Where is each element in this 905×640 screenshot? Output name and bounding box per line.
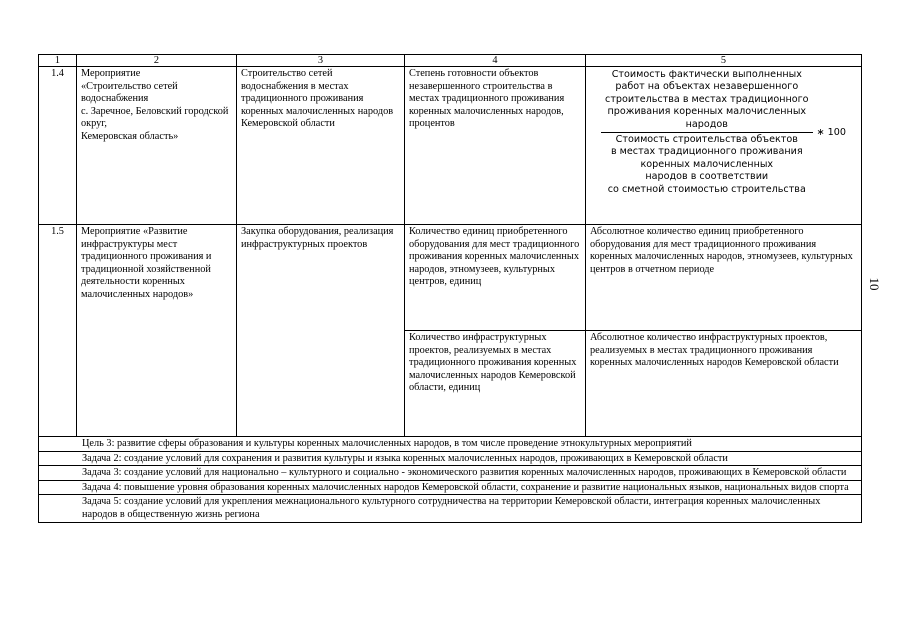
- row-1-4: [39, 67, 862, 225]
- task-3: Задача 3: создание условий для национально – культурного и социально - экономического развития коренных малочисленных народов, проживающих в Кемеровской области: [39, 466, 862, 481]
- goal-row: [39, 437, 862, 452]
- calculation-method: Абсолютное количество единиц приобретенного оборудования для мест традиционного проживания коренных малочисленных народов, этномузеев, культурных центров в отчетном периоде: [586, 225, 862, 331]
- program-table: [38, 54, 862, 523]
- event-purpose: Закупка оборудования, реализация инфраструктурных проектов: [237, 225, 405, 437]
- task-row: [39, 480, 862, 495]
- row-number: 1.5: [39, 225, 77, 437]
- event-name: Мероприятие «Развитие инфраструктуры мест традиционного проживания и традиционной хозяйственной деятельности коренных малочисленных народов»: [77, 225, 237, 437]
- page-number: 10: [867, 277, 882, 291]
- formula-multiplier: ∗ 100: [816, 127, 846, 139]
- indicator-name: Количество единиц приобретенного оборудования для мест традиционного проживания коренных малочисленных народов, этномузеев, культурных центров, единиц: [405, 225, 586, 331]
- column-number: 5: [586, 55, 862, 67]
- formula-denominator: Стоимость строительства объектов в местах традиционного проживания коренных малочисленных народов в соответствии со сметной стоимостью строительства: [607, 134, 806, 195]
- indicator-name: Количество инфраструктурных проектов, реализуемых в местах традиционного проживания коренных малочисленных народов Кемеровской области, единиц: [405, 331, 586, 437]
- fraction-formula: [590, 69, 857, 196]
- row-1-5: [39, 225, 862, 331]
- task-row: [39, 495, 862, 522]
- column-number: 2: [77, 55, 237, 67]
- column-number: 3: [237, 55, 405, 67]
- task-4: Задача 4: повышение уровня образования коренных малочисленных народов Кемеровской области, сохранение и развитие национальных языков, национальных видов спорта: [39, 480, 862, 495]
- task-2: Задача 2: создание условий для сохранения и развития культуры и языка коренных малочисленных народов, проживающих в Кемеровской области: [39, 451, 862, 466]
- column-number: 4: [405, 55, 586, 67]
- row-number: 1.4: [39, 67, 77, 225]
- task-5: Задача 5: создание условий для укрепления межнационального культурного сотрудничества на территории Кемеровской области, интеграция коренных малочисленных народов в общественную жизнь региона: [39, 495, 862, 522]
- column-number-row: [39, 55, 862, 67]
- formula-numerator: Стоимость фактически выполненных работ на объектах незавершенного строительства в местах традиционного проживания коренных малочисленных народов: [601, 69, 812, 133]
- calculation-method: [586, 67, 862, 225]
- goal-3: Цель 3: развитие сферы образования и культуры коренных малочисленных народов, в том числе проведение этнокультурных мероприятий: [39, 437, 862, 452]
- event-purpose: Строительство сетей водоснабжения в местах традиционного проживания коренных малочисленных народов Кемеровской области: [237, 67, 405, 225]
- task-row: [39, 466, 862, 481]
- indicator-name: Степень готовности объектов незавершенного строительства в местах традиционного проживания коренных малочисленных народов, процентов: [405, 67, 586, 225]
- column-number: 1: [39, 55, 77, 67]
- calculation-method: Абсолютное количество инфраструктурных проектов, реализуемых в местах традиционного проживания коренных малочисленных народов Кемеровской области: [586, 331, 862, 437]
- task-row: [39, 451, 862, 466]
- event-name: Мероприятие «Строительство сетей водоснабжения с. Заречное, Беловский городской округ, Кемеровская область»: [77, 67, 237, 225]
